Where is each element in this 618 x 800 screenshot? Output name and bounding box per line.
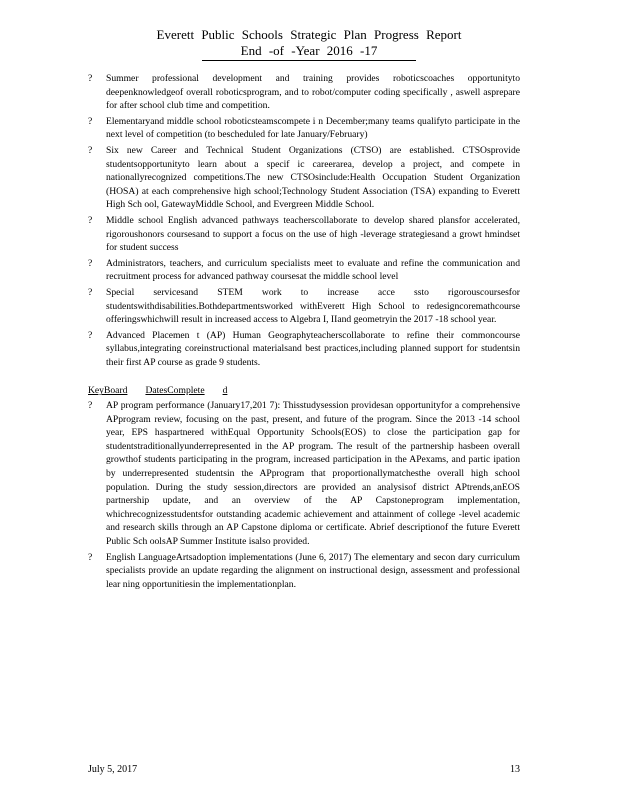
title-line-1: Everett Public Schools Strategic Plan Progress Report bbox=[156, 27, 462, 42]
document-body bbox=[88, 72, 520, 593]
list-item bbox=[88, 286, 520, 327]
list-item-text: AP program performance (January17,201 7): Thisstudysession providesan opportunityfor a comprehensive APprogram review, focusing on the past, present, and future of the program. Since the 2013 -14 school year, EPS haspartnered withEqual Opportunity Schools(EOS) to close the participation gap for studentstraditionallyunderrepresented in the AP program. The result of the partnership hasbeen overall growthof students participating in the program, increased participation in the APexams, and partic ipation by underrepresented studentsin the APprogram that proportionallymatchesthe overall high school population. During the study session,directors are provided an analysisof district APtrends,anEOS partnership update, and an overview of the AP Capstoneprogram implementation, whichrecognizesstudentsfor outstanding academic achievement and attainment of college -level academic and research skills through an AP Capstone diploma or certificate. Abrief descriptionof the future Everett Public Sch oolsAP Summer Institute isalso provided. bbox=[106, 400, 520, 547]
bullet-glyph: ? bbox=[88, 214, 93, 226]
report-title bbox=[0, 27, 618, 61]
footer-date: July 5, 2017 bbox=[88, 764, 138, 775]
section-heading-col1: KeyBoard bbox=[88, 385, 128, 397]
section-heading-col3: d bbox=[222, 385, 228, 397]
list-item-text: English LanguageArtsadoption implementations (June 6, 2017) The elementary and secon dary curriculum specialists provide an update regarding the alignment on instructional design, assessment and professional lear ning opportunitiesin the implementationplan. bbox=[106, 551, 520, 590]
bullet-glyph: ? bbox=[88, 286, 93, 298]
key-board-list bbox=[88, 399, 520, 591]
list-item-text: Advanced Placemen t (AP) Human Geographyteacherscollaborate to refine their commoncourse syllabus,integrating coreinstructional materialsand best practices,including planned support for studentsin their first AP course as grade 9 students. bbox=[106, 329, 520, 368]
list-item-text: Special servicesand STEM work to increase acce ssto rigorouscoursesfor studentswithdisabilities.Bothdepartmentsworked withEverett High School to redesigncoremathcourse offeringswhichwill result in increased access to Algebra I, IIand geometryin the 2017 -18 school year. bbox=[106, 286, 520, 326]
bullet-glyph: ? bbox=[88, 144, 93, 156]
bullet-glyph: ? bbox=[88, 115, 93, 127]
list-item bbox=[88, 551, 520, 592]
bullet-glyph: ? bbox=[88, 551, 93, 563]
list-item-text: Six new Career and Technical Student Organizations (CTSO) are established. CTSOsprovide studentsopportunityto learn about a specif ic careerarea, develop a project, and compete in nationallyrecognized competitions.The new CTSOsinclude:Health Occupation Student Organization (HOSA) at each comprehensive high school;Technology Student Association (TSA) expanding to Everett High Sch ool, GatewayMiddle School, and Evergreen Middle School. bbox=[106, 144, 520, 211]
bullet-glyph: ? bbox=[88, 257, 93, 269]
page-number: 13 bbox=[510, 764, 520, 775]
list-item-text: Summer professional development and training provides roboticscoaches opportunityto deepenknowledgeof overall roboticsprogram, and to robot/computer coding specifically , aswell asprepare for after school club time and competition. bbox=[106, 73, 520, 112]
list-item bbox=[88, 329, 520, 370]
list-item-text: Elementaryand middle school roboticsteamscompete i n December;many teams qualifyto participate in the next level of competition (to bescheduled for late January/February) bbox=[106, 115, 520, 141]
list-item bbox=[88, 115, 520, 142]
list-item-text: Administrators, teachers, and curriculum specialists meet to evaluate and refine the communication and recruitment process for advanced pathway coursesat the middle school level bbox=[106, 257, 520, 283]
initiatives-list bbox=[88, 72, 520, 369]
title-underline bbox=[202, 60, 416, 61]
bullet-glyph: ? bbox=[88, 400, 93, 412]
bullet-glyph: ? bbox=[88, 329, 93, 341]
list-item bbox=[88, 72, 520, 113]
list-item bbox=[88, 257, 520, 284]
list-item bbox=[88, 214, 520, 255]
list-item-text: Middle school English advanced pathways teacherscollaborate to develop shared plansfor accelerated, rigoroushonors coursesand to support a focus on the use of high -leverage strategiesand a growt hmindset for student success bbox=[106, 214, 520, 254]
section-heading-col2: DatesComplete bbox=[145, 385, 205, 397]
section-heading bbox=[88, 384, 245, 398]
list-item bbox=[88, 144, 520, 212]
list-item bbox=[88, 399, 520, 549]
bullet-glyph: ? bbox=[88, 73, 93, 84]
title-line-2: End -of -Year 2016 -17 bbox=[240, 43, 378, 58]
